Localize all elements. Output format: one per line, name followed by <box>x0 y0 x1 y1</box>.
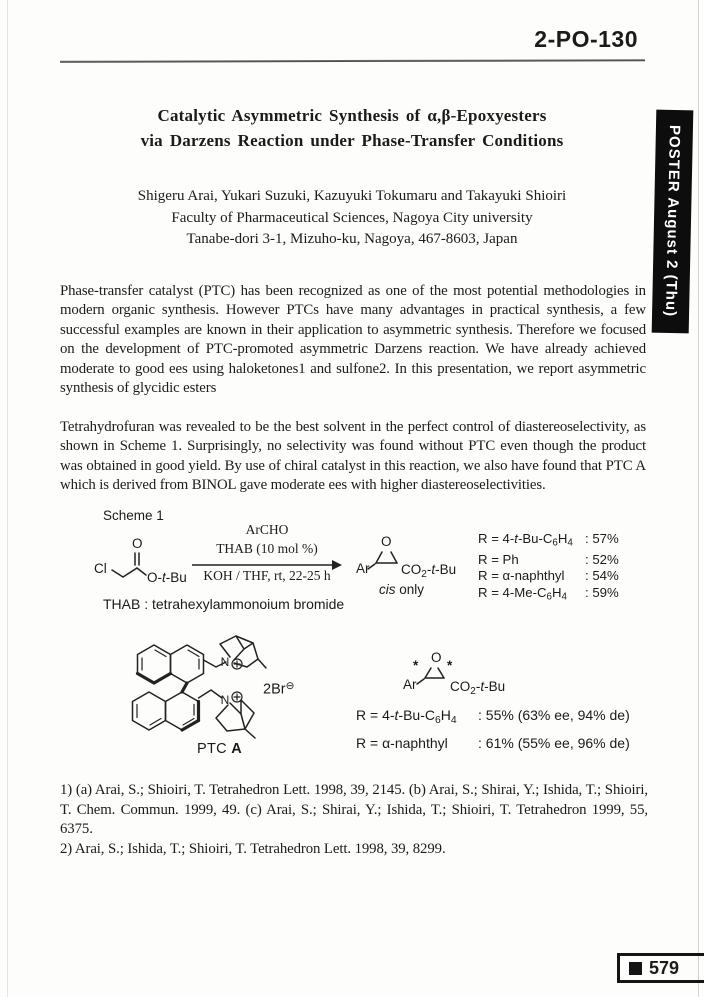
paper-code: 2-PO-130 <box>534 26 638 52</box>
result-substrate: R = α-naphthyl <box>356 735 448 752</box>
stereocenter-asterisk: * <box>447 658 453 673</box>
authors-block <box>32 186 672 251</box>
condition-archo: ArCHO <box>245 522 289 537</box>
epoxide-o-label: O <box>431 650 442 665</box>
asymmetric-epoxide-structure <box>398 651 528 699</box>
abstract-paragraph-2: Tetrahydrofuran was revealed to be the best solvent in the perfect control of diastereoselectivity, as shown in Scheme 1. Surprisingly, no selectivity was found without PTC even though the product was obtained in good yield. By use of chiral catalyst in this reaction, we also have found that PTC A which is derived from BINOL gave moderate ees with higher diastereoselectivities. <box>60 419 646 494</box>
condition-koh: KOH / THF, rt, 22-25 h <box>203 568 331 583</box>
address: Tanabe-dori 3-1, Mizuho-ku, Nagoya, 467-8603, Japan <box>186 231 518 247</box>
chloroacetate-structure <box>92 536 202 594</box>
ester-group-label: $CO_2-t-Bu$ <box>401 562 457 580</box>
n-atom-label: N <box>220 693 230 707</box>
result-substrate: $R = 4-t-Bu-C_6H_4$ <box>478 531 573 549</box>
author-names: Shigeru Arai, Yukari Suzuki, Kazuyuki Tokumaru and Takayuki Shioiri <box>137 188 567 204</box>
result-yield: : 54% <box>585 568 619 584</box>
references-block <box>60 781 648 859</box>
epoxyester-product-structure <box>352 533 482 583</box>
stereocenter-asterisk: * <box>413 658 419 673</box>
plus-charge-icon <box>232 692 242 702</box>
result-substrate: $R = 4-t-Bu-C_6H_4$ <box>356 707 457 726</box>
ar-group-label: Ar <box>356 561 370 576</box>
epoxide-o-label: O <box>381 534 392 549</box>
thab-footnote: THAB : tetrahexylammonoium bromide <box>103 596 345 612</box>
quinuclidinium-cage-upper <box>204 636 267 669</box>
result-yield: : 57% <box>585 531 619 546</box>
quinuclidinium-cage-lower <box>199 690 256 738</box>
scheme1-label: Scheme 1 <box>103 508 164 523</box>
result-yield: : 55% (63% ee, 94% de) <box>478 707 630 723</box>
n-atom-label: N <box>220 655 230 669</box>
title-line-2: via Darzens Reaction under Phase-Transfer Conditions <box>140 131 564 150</box>
page-number-box <box>617 953 704 983</box>
ptc-a-label: PTC A <box>197 741 243 757</box>
paper-title <box>32 103 672 153</box>
reference-1: 1) (a) Arai, S.; Shioiri, T. Tetrahedron Lett. 1998, 39, 2145. (b) Arai, S.; Shirai, Y.; Ishida, T.; Shioiri, T. Chem. Commun. 1999, 49. (c) Arai, S.; Shirai, Y.; Ishida, T.; Shioiri, T. Tetrahedron 1999, 55, 6375. <box>60 782 648 838</box>
result-substrate: $R = 4-Me-C_6H_4$ <box>478 584 567 603</box>
ester-otbu-label: O-t-Bu <box>147 570 187 585</box>
result-substrate: R = Ph <box>478 552 519 568</box>
affiliation: Faculty of Pharmaceutical Sciences, Nagoya City university <box>171 209 533 226</box>
cl-atom-label: Cl <box>94 561 107 576</box>
title-line-1: Catalytic Asymmetric Synthesis of α,β-Epoxyesters <box>157 106 547 125</box>
ester-group-label: $CO_2-t-Bu$ <box>450 679 506 697</box>
result-yield: : 61% (55% ee, 96% de) <box>478 735 630 752</box>
result-yield: : 52% <box>585 552 619 568</box>
scan-edge-right <box>698 0 699 997</box>
cis-only-note: cis only <box>379 582 425 597</box>
header-rule <box>60 59 645 63</box>
poster-session-label: POSTER August 2 (Thu) <box>661 125 684 318</box>
scheme1-results <box>478 531 619 606</box>
chloroacetate-bonds <box>92 540 202 594</box>
abstract-paragraph-1: Phase-transfer catalyst (PTC) has been recognized as one of the most potential methodologies in modern organic synthesis. However PTCs have many advantages in practical synthesis, a few successful examples are known in their application to asymmetric synthesis. Therefore we focused on the development of PTC-promoted asymmetric Darzens reaction. We have already achieved moderate to good ees using haloketones1 and sulfone2. In this presentation, we report asymmetric synthesis of glycidic esters <box>60 283 646 397</box>
reference-2: 2) Arai, S.; Ishida, T.; Shioiri, T. Tetrahedron Lett. 1998, 39, 8299. <box>60 840 446 857</box>
condition-thab: THAB (10 mol %) <box>216 541 318 556</box>
ptc-results <box>356 704 630 756</box>
ptc-a-structure <box>106 634 276 769</box>
ar-group-label: Ar <box>403 677 417 692</box>
plus-charge-icon <box>232 659 242 669</box>
page-number-square-icon <box>629 962 642 975</box>
counterion-label: 2Br⊖ <box>263 681 295 698</box>
scan-edge-left <box>7 0 8 997</box>
page-number: 579 <box>649 957 680 978</box>
result-yield: : 59% <box>585 584 619 600</box>
result-substrate: R = α-naphthyl <box>478 568 565 584</box>
carbonyl-o-label: O <box>132 536 143 551</box>
binaphthyl-skeleton <box>106 634 276 769</box>
